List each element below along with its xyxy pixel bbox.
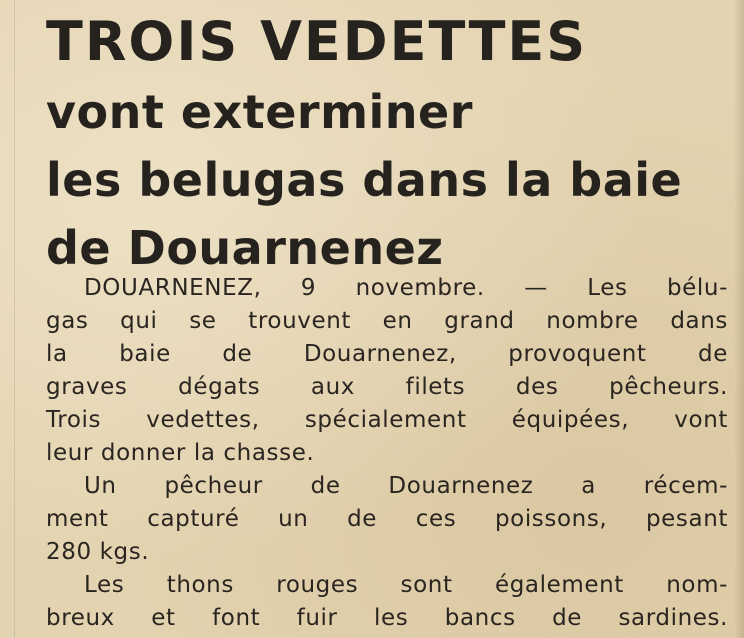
article-line: Les thons rouges sont également nom- (84, 572, 728, 598)
article-line: graves dégats aux filets des pêcheurs. (46, 374, 728, 400)
headline-line-4: de Douarnenez (46, 221, 444, 275)
headline (46, 6, 736, 282)
article-line: 280 kgs. (46, 539, 150, 565)
article-line: Un pêcheur de Douarnenez a récem- (84, 473, 728, 499)
article-line: leur donner la chasse. (46, 440, 315, 466)
article-line: breux et font fuir les bancs de sardines. (46, 605, 728, 631)
headline-line-1: TROIS VEDETTES (46, 10, 588, 73)
article-body (46, 272, 728, 635)
headline-line-3: les belugas dans la baie (46, 153, 683, 207)
article-line: ment capturé un de ces poissons, pesant (46, 506, 728, 532)
fold-line (14, 0, 16, 638)
article-line: la baie de Douarnenez, provoquent de (46, 341, 728, 367)
article-line: Trois vedettes, spécialement équipées, vont (46, 407, 728, 433)
article-line: gas qui se trouvent en grand nombre dans (46, 308, 728, 334)
headline-line-2: vont exterminer (46, 85, 473, 139)
article-line: DOUARNENEZ, 9 novembre. — Les bélu- (84, 275, 728, 301)
